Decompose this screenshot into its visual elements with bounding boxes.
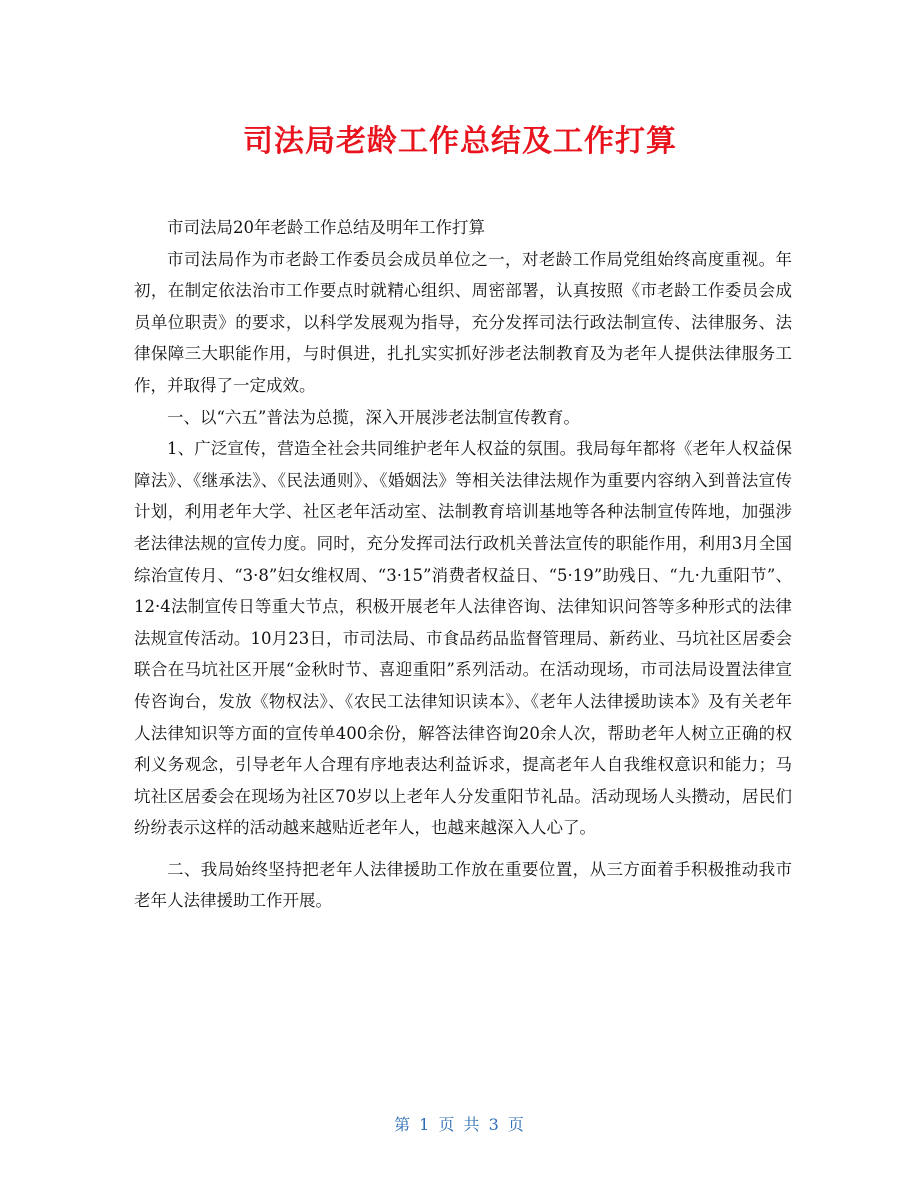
paragraph-section-1-item-1: 1、广泛宣传，营造全社会共同维护老年人权益的氛围。我局每年都将《老年人权益保障法》、《继承法》、《民法通则》、《婚姻法》等相关法律法规作为重要内容纳入到普法宣传计划，利用老年大学、社区老年活动室、法制教育培训基地等各种法制宣传阵地，加强涉老法律法规的宣传力度。同时，充分发挥司法行政机关普法宣传的职能作用，利用3月全国综治宣传月、“3·8”妇女维权周、“3·15”消费者权益日、“5·19”助残日、“九·九重阳节”、12·4法制宣传日等重大节点，积极开展老年人法律咨询、法律知识问答等多种形式的法律法规宣传活动。10月23日，市司法局、市食品药品监督管理局、新药业、马坑社区居委会联合在马坑社区开展“金秋时节、喜迎重阳”系列活动。在活动现场，市司法局设置法律宣传咨询台，发放《物权法》、《农民工法律知识读本》、《老年人法律援助读本》及有关老年人法律知识等方面的宣传单400余份，解答法律咨询20余人次，帮助老年人树立正确的权利义务观念，引导老年人合理有序地表达利益诉求，提高老年人自我维权意识和能力；马坑社区居委会在现场为社区70岁以上老年人分发重阳节礼品。活动现场人头攒动，居民们纷纷表示这样的活动越来越贴近老年人，也越来越深入人心了。: [134, 439, 792, 838]
document-body: [134, 212, 792, 917]
document-title: 司法局老龄工作总结及工作打算: [243, 124, 677, 159]
paragraph-section-1-heading: 一、以“六五”普法为总揽，深入开展涉老法制宣传教育。: [167, 407, 580, 427]
page-number-footer: 第 1 页 共 3 页: [394, 1115, 526, 1134]
paragraph-intro: 市司法局作为市老龄工作委员会成员单位之一，对老龄工作局党组始终高度重视。年初，在制定依法治市工作要点时就精心组织、周密部署，认真按照《市老龄工作委员会成员单位职责》的要求，以科学发展观为指导，充分发挥司法行政法制宣传、法律服务、法律保障三大职能作用，与时俱进，扎扎实实抓好涉老法制教育及为老年人提供法律服务工作，并取得了一定成效。: [134, 249, 792, 395]
paragraph-section-2-heading: 二、我局始终坚持把老年人法律援助工作放在重要位置，从三方面着手积极推动我市老年人法律援助工作开展。: [134, 859, 792, 911]
paragraph-subtitle: 市司法局20年老龄工作总结及明年工作打算: [167, 218, 485, 237]
